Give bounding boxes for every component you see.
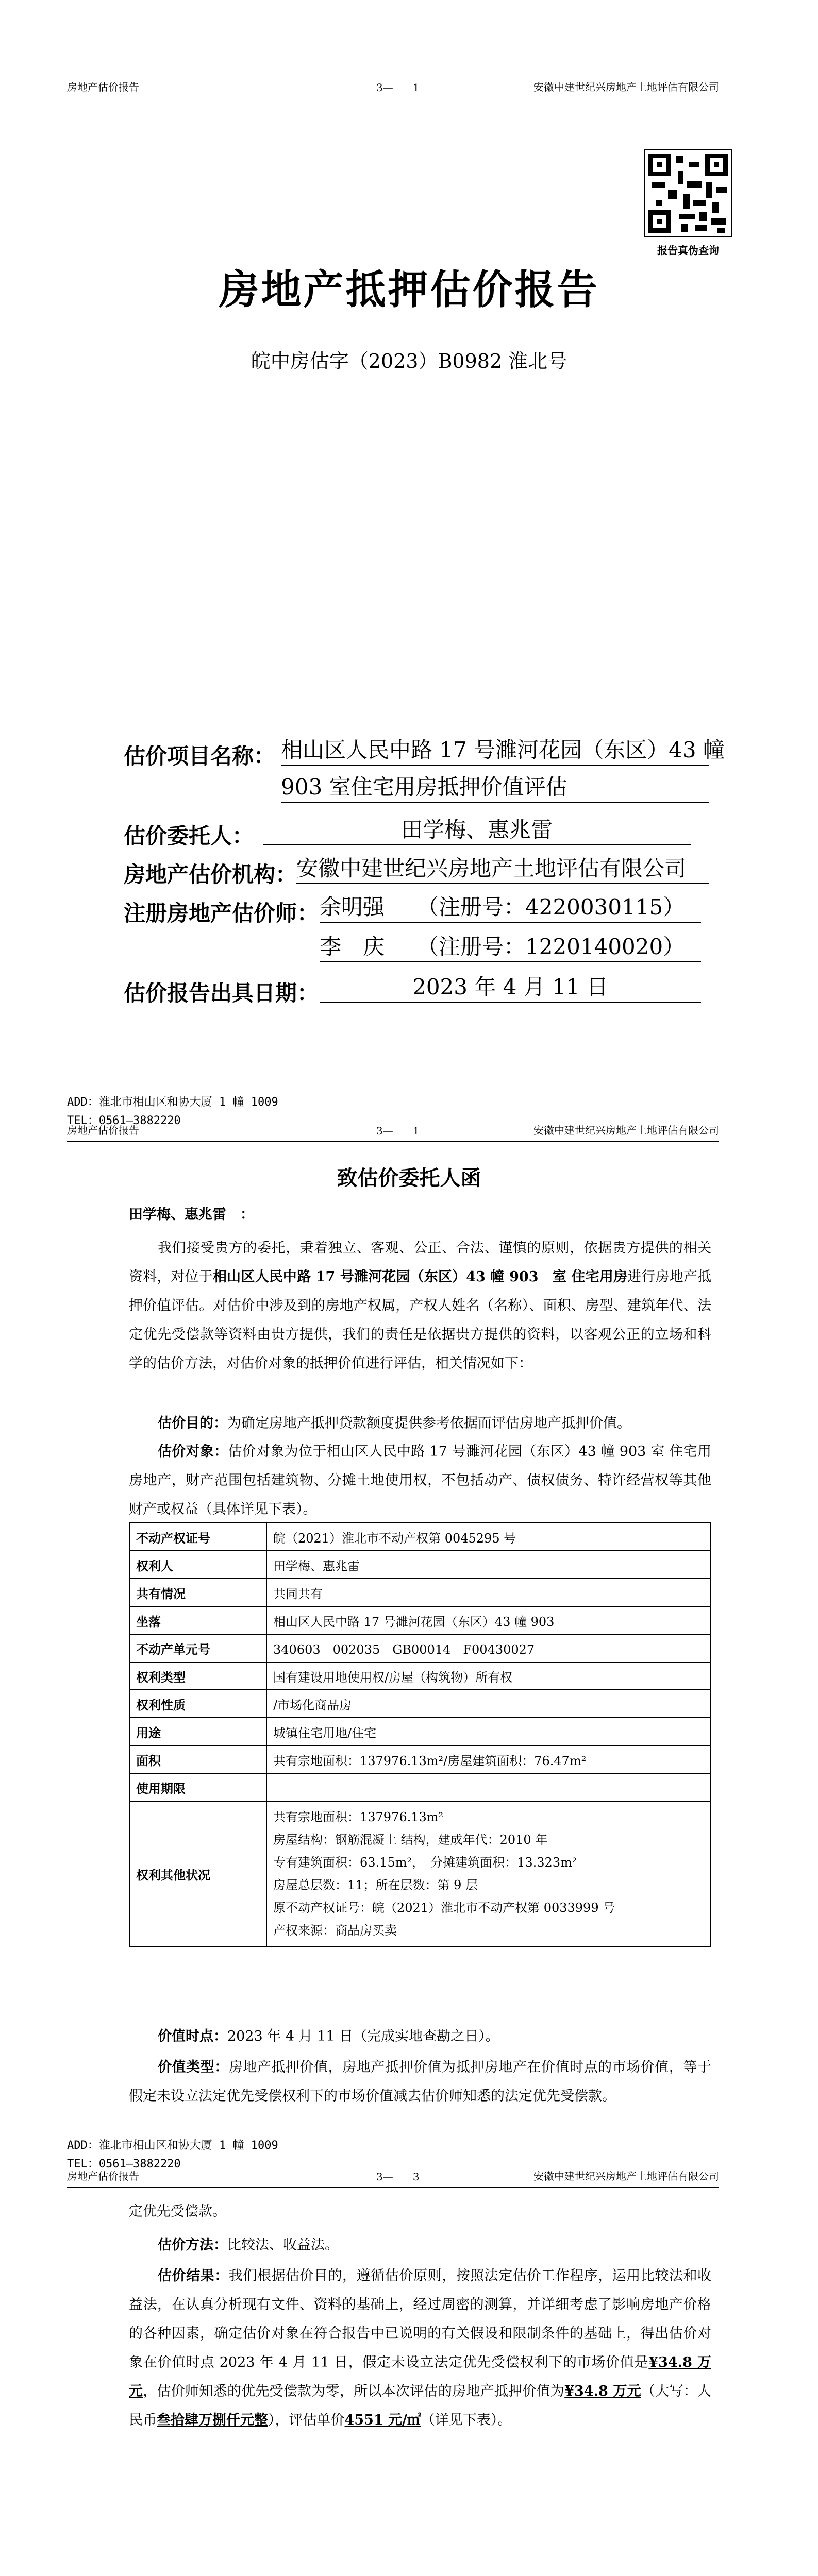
project-name-label: 估价项目名称：: [124, 743, 276, 769]
salutation: 田学梅、惠兆雷 ：: [129, 1207, 254, 1223]
header-page: 3— 1: [376, 81, 420, 94]
page-header: 房地产估价报告 3— 1 安徽中建世纪兴房地产土地评估有限公司: [67, 1121, 719, 1142]
client-value: 田学梅、惠兆雷: [263, 816, 691, 845]
project-name-value: 相山区人民中路 17 号濉河花园（东区）43 幢: [281, 736, 709, 766]
qr-caption: 报告真伪查询: [657, 244, 719, 257]
table-row: 权利人 田学梅、惠兆雷: [129, 1551, 711, 1579]
appraiser-2: 李 庆 （注册号：1220140020）: [320, 933, 701, 962]
object-paragraph: 估价对象：估价对象为位于相山区人民中路 17 号濉河花园（东区）43 幢 903 室 住宅用房地产，财产范围包括建筑物、分摊土地使用权，不包括动产、债权债务、特许经营权等其他财产或权益（具体详见下表）。: [129, 1444, 711, 1517]
table-row: 权利性质 /市场化商品房: [129, 1690, 711, 1718]
intro-paragraph: 我们接受贵方的委托，秉着独立、客观、公正、合法、谨慎的原则，依据贵方提供的相关资料，对位于相山区人民中路 17 号濉河花园（东区）43 幢 903 室 住宅用房进行房地产抵押价值评估。对估价中涉及到的房地产权属，产权人姓名（名称）、面积、房型、建筑年代、法定优先受偿款等资料由贵方提供，我们的责任是依据贵方提供的资料，以客观公正的立场和科学的估价方法，对估价对象的抵押价值进行评估，相关情况如下：: [129, 1240, 712, 1371]
purpose-paragraph: 估价目的：为确定房地产抵押贷款额度提供参考依据而评估房地产抵押价值。: [158, 1415, 631, 1431]
table-row: 共有情况 共同共有: [129, 1579, 711, 1606]
table-row: 使用期限: [129, 1773, 711, 1801]
value-type-paragraph: 价值类型：房地产抵押价值，房地产抵押价值为抵押房地产在价值时点的市场价值，等于假定未设立法定优先受偿权利下的市场价值减去估价师知悉的法定优先受偿款。: [129, 2059, 711, 2104]
report-title: 房地产抵押估价报告: [219, 266, 599, 313]
agency-label: 房地产估价机构：: [124, 862, 297, 887]
page-header: [67, 77, 719, 98]
footer-address: ADD：淮北市相山区和协大厦 1 幢 1009: [67, 1096, 278, 1109]
report-number: 皖中房估字（2023）B0982 淮北号: [251, 350, 567, 372]
letter-title: 致估价委托人函: [337, 1166, 481, 1190]
table-row: 坐落 相山区人民中路 17 号濉河花园（东区）43 幢 903: [129, 1606, 711, 1634]
appraiser-label: 注册房地产估价师：: [124, 901, 319, 926]
qr-code[interactable]: [644, 149, 732, 237]
client-label: 估价委托人：: [124, 823, 254, 849]
property-table: [129, 1522, 711, 1947]
table-row: 不动产单元号 340603 002035 GB00014 F00430027: [129, 1634, 711, 1662]
project-name-value-2: 903 室住宅用房抵押价值评估: [281, 773, 709, 803]
table-row: 不动产权证号 皖（2021）淮北市不动产权第 0045295 号: [129, 1523, 711, 1551]
page-header: 房地产估价报告 3— 3 安徽中建世纪兴房地产土地评估有限公司: [67, 2166, 719, 2188]
date-value: 2023 年 4 月 11 日: [320, 973, 701, 1003]
header-left: 房地产估价报告: [67, 81, 139, 93]
continued-text: 定优先受偿款。: [129, 2204, 226, 2219]
page-footer: ADD：淮北市相山区和协大厦 1 幢 1009 TEL：0561—3882220: [67, 2133, 719, 2174]
table-row: 权利其他状况 共有宗地面积：137976.13m² 房屋结构：钢筋混凝土 结构，建成年代：2010 年 专有建筑面积：63.15m²， 分摊建筑面积：13.323m² 房屋总层数：11；所在层数：第 9 层 原不动产权证号：皖（2021）淮北市不动产权第 0033999 号 产权来源：商品房买卖: [129, 1801, 711, 1946]
date-label: 估价报告出具日期：: [124, 980, 319, 1006]
table-row: 用途 城镇住宅用地/住宅: [129, 1718, 711, 1745]
value-time-paragraph: 价值时点：2023 年 4 月 11 日（完成实地查勘之日）。: [158, 2028, 499, 2044]
table-row: 权利类型 国有建设用地使用权/房屋（构筑物）所有权: [129, 1662, 711, 1690]
agency-value: 安徽中建世纪兴房地产土地评估有限公司: [296, 854, 709, 884]
method-paragraph: 估价方法：比较法、收益法。: [158, 2237, 339, 2253]
header-right: 安徽中建世纪兴房地产土地评估有限公司: [533, 81, 719, 93]
appraiser-1: 余明强 （注册号：4220030115）: [320, 893, 701, 923]
table-row: 面积 共有宗地面积：137976.13m²/房屋建筑面积：76.47m²: [129, 1745, 711, 1773]
result-paragraph: 估价结果：我们根据估价目的，遵循估价原则，按照法定估价工作程序，运用比较法和收益法，在认真分析现有文件、资料的基础上，经过周密的测算，并详细考虑了影响房地产价格的各种因素，确定估价对象在符合报告中已说明的有关假设和限制条件的基础上，得出估价对象在价值时点 2023 年 4 月 11 日，假定未设立法定优先受偿权利下的市场价值是¥34.8 万元，估价师知悉的优先受偿款为零，所以本次评估的房地产抵押价值为¥34.8 万元（大写：人民币叁拾肆万捌仟元整），评估单价4551 元/㎡（详见下表）。: [129, 2268, 712, 2428]
footer-tel: TEL：0561—3882220: [67, 1114, 181, 1127]
